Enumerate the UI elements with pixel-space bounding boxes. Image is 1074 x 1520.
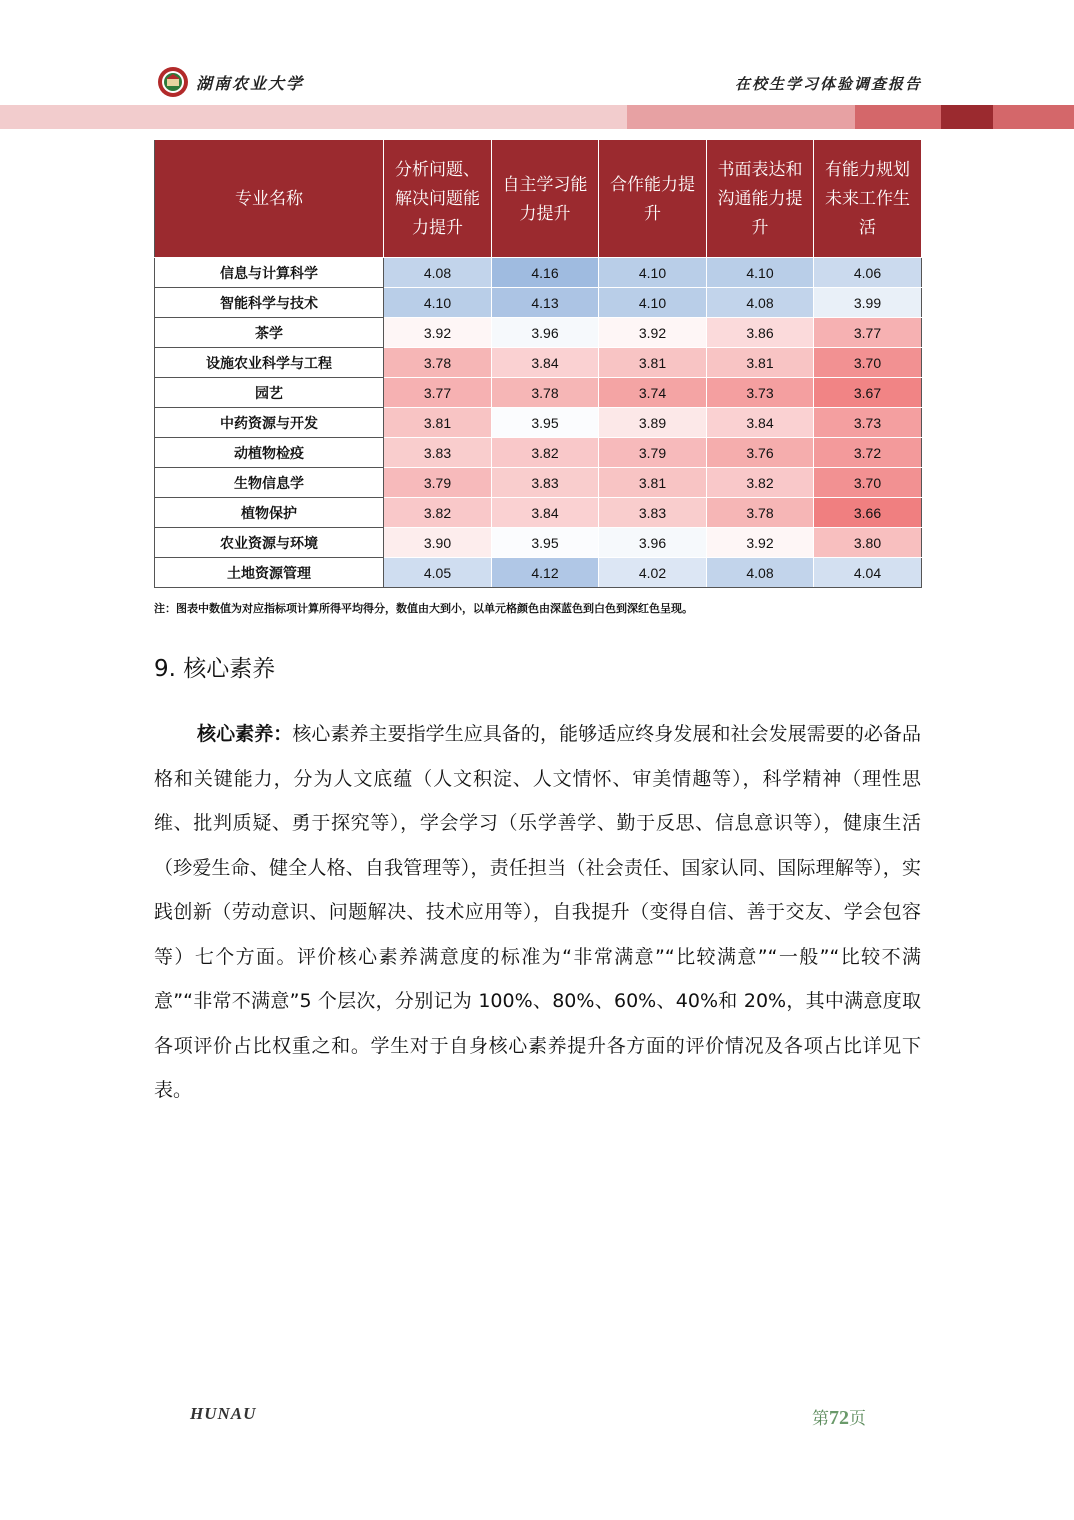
major-name-cell: 农业资源与环境 (155, 528, 384, 558)
paragraph-lead: 核心素养： (197, 723, 293, 745)
score-cell: 3.66 (814, 498, 922, 528)
page-number-value: 72 (829, 1407, 849, 1429)
school-name: 湖南农业大学 (196, 74, 305, 93)
score-cell: 3.99 (814, 288, 922, 318)
header-band-end (993, 105, 1074, 129)
page-suffix: 页 (849, 1409, 866, 1428)
score-cell: 3.96 (492, 318, 599, 348)
page-number (812, 1404, 866, 1430)
score-cell: 3.83 (492, 468, 599, 498)
score-cell: 3.77 (814, 318, 922, 348)
column-header: 专业名称 (155, 140, 384, 258)
score-table (154, 139, 922, 588)
table-row (155, 288, 922, 318)
score-cell: 3.90 (384, 528, 492, 558)
section-paragraph (154, 712, 921, 1113)
score-cell: 3.83 (599, 498, 707, 528)
score-cell: 3.79 (599, 438, 707, 468)
column-header: 有能力规划未来工作生活 (814, 140, 922, 258)
major-name-cell: 信息与计算科学 (155, 258, 384, 288)
score-cell: 3.84 (707, 408, 814, 438)
score-cell: 3.82 (384, 498, 492, 528)
score-cell: 3.92 (384, 318, 492, 348)
column-header: 合作能力提升 (599, 140, 707, 258)
major-name-cell: 动植物检疫 (155, 438, 384, 468)
score-cell: 4.08 (707, 288, 814, 318)
footer-logo: HUNAU (190, 1404, 257, 1423)
score-cell: 3.82 (707, 468, 814, 498)
table-header-row (155, 140, 922, 258)
table-row (155, 378, 922, 408)
report-title: 在校生学习体验调查报告 (734, 75, 922, 93)
score-cell: 4.10 (384, 288, 492, 318)
score-cell: 3.81 (599, 468, 707, 498)
table-row (155, 528, 922, 558)
score-cell: 3.81 (384, 408, 492, 438)
score-cell: 4.08 (384, 258, 492, 288)
score-cell: 3.70 (814, 468, 922, 498)
score-cell: 3.89 (599, 408, 707, 438)
table-row (155, 348, 922, 378)
score-cell: 3.78 (492, 378, 599, 408)
major-name-cell: 土地资源管理 (155, 558, 384, 588)
score-cell: 3.78 (707, 498, 814, 528)
score-cell: 3.96 (599, 528, 707, 558)
table-note: 注：图表中数值为对应指标项计算所得平均得分，数值由大到小，以单元格颜色由深蓝色到白色到深红色呈现。 (154, 602, 693, 615)
score-cell: 3.79 (384, 468, 492, 498)
major-name-cell: 生物信息学 (155, 468, 384, 498)
score-cell: 4.06 (814, 258, 922, 288)
table-row (155, 498, 922, 528)
page-prefix: 第 (812, 1409, 829, 1428)
major-name-cell: 园艺 (155, 378, 384, 408)
header-band (0, 105, 627, 129)
score-cell: 4.10 (599, 288, 707, 318)
major-name-cell: 智能科学与技术 (155, 288, 384, 318)
column-header: 书面表达和沟通能力提升 (707, 140, 814, 258)
university-logo-icon (157, 66, 189, 98)
score-cell: 3.92 (707, 528, 814, 558)
score-cell: 3.84 (492, 498, 599, 528)
header-band-dark (855, 105, 941, 129)
score-cell: 3.74 (599, 378, 707, 408)
score-cell: 3.76 (707, 438, 814, 468)
major-name-cell: 中药资源与开发 (155, 408, 384, 438)
score-cell: 4.10 (599, 258, 707, 288)
score-cell: 3.92 (599, 318, 707, 348)
section-title: 9. 核心素养 (154, 656, 276, 682)
table-row (155, 558, 922, 588)
score-cell: 4.02 (599, 558, 707, 588)
score-cell: 3.86 (707, 318, 814, 348)
table-row (155, 408, 922, 438)
score-cell: 4.10 (707, 258, 814, 288)
score-cell: 3.72 (814, 438, 922, 468)
table-row (155, 258, 922, 288)
score-cell: 3.77 (384, 378, 492, 408)
major-name-cell: 设施农业科学与工程 (155, 348, 384, 378)
header-band-mid (627, 105, 855, 129)
score-cell: 3.73 (814, 408, 922, 438)
table-row (155, 468, 922, 498)
score-cell: 4.05 (384, 558, 492, 588)
score-cell: 3.83 (384, 438, 492, 468)
score-cell: 3.78 (384, 348, 492, 378)
major-name-cell: 植物保护 (155, 498, 384, 528)
score-cell: 3.95 (492, 528, 599, 558)
column-header: 自主学习能力提升 (492, 140, 599, 258)
page-header (0, 0, 1074, 130)
score-cell: 3.84 (492, 348, 599, 378)
score-cell: 4.08 (707, 558, 814, 588)
table-row (155, 318, 922, 348)
score-cell: 3.95 (492, 408, 599, 438)
score-cell: 4.04 (814, 558, 922, 588)
score-cell: 3.81 (707, 348, 814, 378)
score-cell: 4.13 (492, 288, 599, 318)
score-cell: 3.73 (707, 378, 814, 408)
table-row (155, 438, 922, 468)
score-cell: 3.81 (599, 348, 707, 378)
score-cell: 3.80 (814, 528, 922, 558)
score-cell: 3.67 (814, 378, 922, 408)
column-header: 分析问题、解决问题能力提升 (384, 140, 492, 258)
score-cell: 3.82 (492, 438, 599, 468)
major-name-cell: 茶学 (155, 318, 384, 348)
score-cell: 4.16 (492, 258, 599, 288)
score-cell: 3.70 (814, 348, 922, 378)
paragraph-body: 核心素养主要指学生应具备的，能够适应终身发展和社会发展需要的必备品格和关键能力，分为人文底蕴（人文积淀、人文情怀、审美情趣等），科学精神（理性思维、批判质疑、勇于探究等），学会学习（乐学善学、勤于反思、信息意识等），健康生活（珍爱生命、健全人格、自我管理等），责任担当（社会责任、国家认同、国际理解等），实践创新（劳动意识、问题解决、技术应用等），自我提升（变得自信、善于交友、学会包容等）七个方面。评价核心素养满意度的标准为“非常满意”“比较满意”“一般”“比较不满意”“非常不满意”5 个层次，分别记为 100%、80%、60%、40%和 20%，其中满意度取各项评价占比权重之和。学生对于自身核心素养提升各方面的评价情况及各项占比详见下表。 (154, 723, 921, 1101)
score-cell: 4.12 (492, 558, 599, 588)
header-band-accent (941, 105, 993, 129)
